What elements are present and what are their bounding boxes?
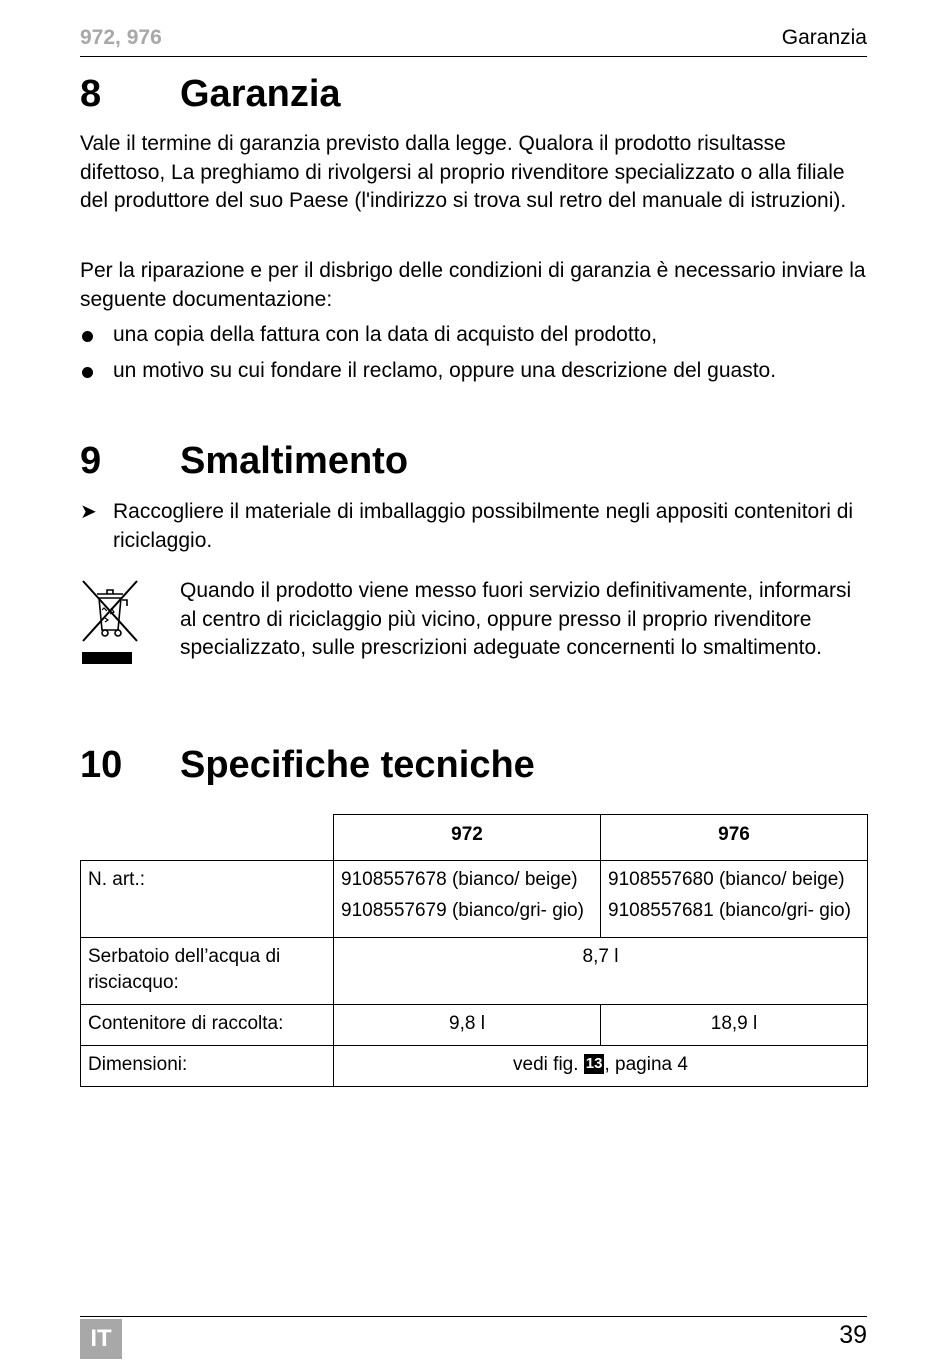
table-row [81,1005,868,1046]
section-title: Garanzia [180,73,341,115]
dimensions-value [334,1046,868,1087]
art-972-cell [334,861,601,938]
list-item-text: un motivo su cui fondare il reclamo, oppure una descrizione del guasto. [113,359,777,382]
dimensions-suffix: , pagina 4 [604,1054,688,1075]
header-972: 972 [334,815,601,861]
row-label-dimensions: Dimensioni: [81,1046,334,1087]
section-number: 10 [80,744,123,786]
header-section: Garanzia [781,26,867,49]
header-models: 972, 976 [80,26,162,49]
figure-reference-badge: 13 [585,1055,603,1072]
disposal-paragraph: Quando il prodotto viene messo fuori servizio definitivamente, informarsi al centro di riciclaggio più vicino, oppure presso il proprio rivenditore specializzato, sulle prescrizioni adeguate concernenti lo smaltimento. [180,579,852,659]
section-number: 8 [80,73,102,115]
bullet-icon [82,367,93,378]
table-header-row [81,815,868,861]
table-row [81,938,868,1005]
bullet-icon [82,331,93,342]
table-row [81,1046,868,1087]
documentation-paragraph: Per la riparazione e per il disbrigo delle condizioni di garanzia è necessario inviare la seguente documentazione: [80,259,866,311]
page-header [80,26,867,57]
specs-table [80,814,868,1087]
arrow-right-icon: ➤ [80,501,97,523]
header-976: 976 [601,815,868,861]
art-976-cell [601,861,868,938]
dimensions-prefix: vedi fig. [513,1054,579,1075]
table-row [81,861,868,938]
row-label-container: Contenitore di raccolta: [81,1005,334,1046]
page-number: 39 [839,1321,867,1349]
list-item-text: una copia della fattura con la data di acquisto del prodotto, [113,323,658,346]
instruction-text: Raccogliere il materiale di imballaggio possibilmente negli appositi contenitori di riciclaggio. [113,500,854,552]
warranty-paragraph: Vale il termine di garanzia previsto dalla legge. Qualora il prodotto risultasse difettoso, La preghiamo di rivolgersi al proprio rivenditore specializzato o alla filiale del produttore del suo Paese (l'indirizzo si trova sul retro del manuale di istruzioni). [80,132,847,212]
art-number: 9108557680 (bianco/ beige) [608,869,845,890]
row-label-tank: Serbatoio dell’acqua di risciacquo: [81,938,334,1005]
section-number: 9 [80,440,102,482]
empty-header-cell [81,815,334,861]
art-number: 9108557679 (bianco/gri- gio) [341,900,584,921]
tank-value: 8,7 l [334,938,868,1005]
section-title: Smaltimento [180,440,409,482]
container-972-value: 9,8 l [334,1005,601,1046]
language-badge: IT [80,1319,122,1359]
crossed-out-wheelie-bin-icon [80,578,140,668]
container-976-value: 18,9 l [601,1005,868,1046]
art-number: 9108557681 (bianco/gri- gio) [608,900,851,921]
row-label-art: N. art.: [81,861,334,938]
art-number: 9108557678 (bianco/ beige) [341,869,578,890]
section-title: Specifiche tecniche [180,744,535,786]
page-footer [80,1316,867,1361]
